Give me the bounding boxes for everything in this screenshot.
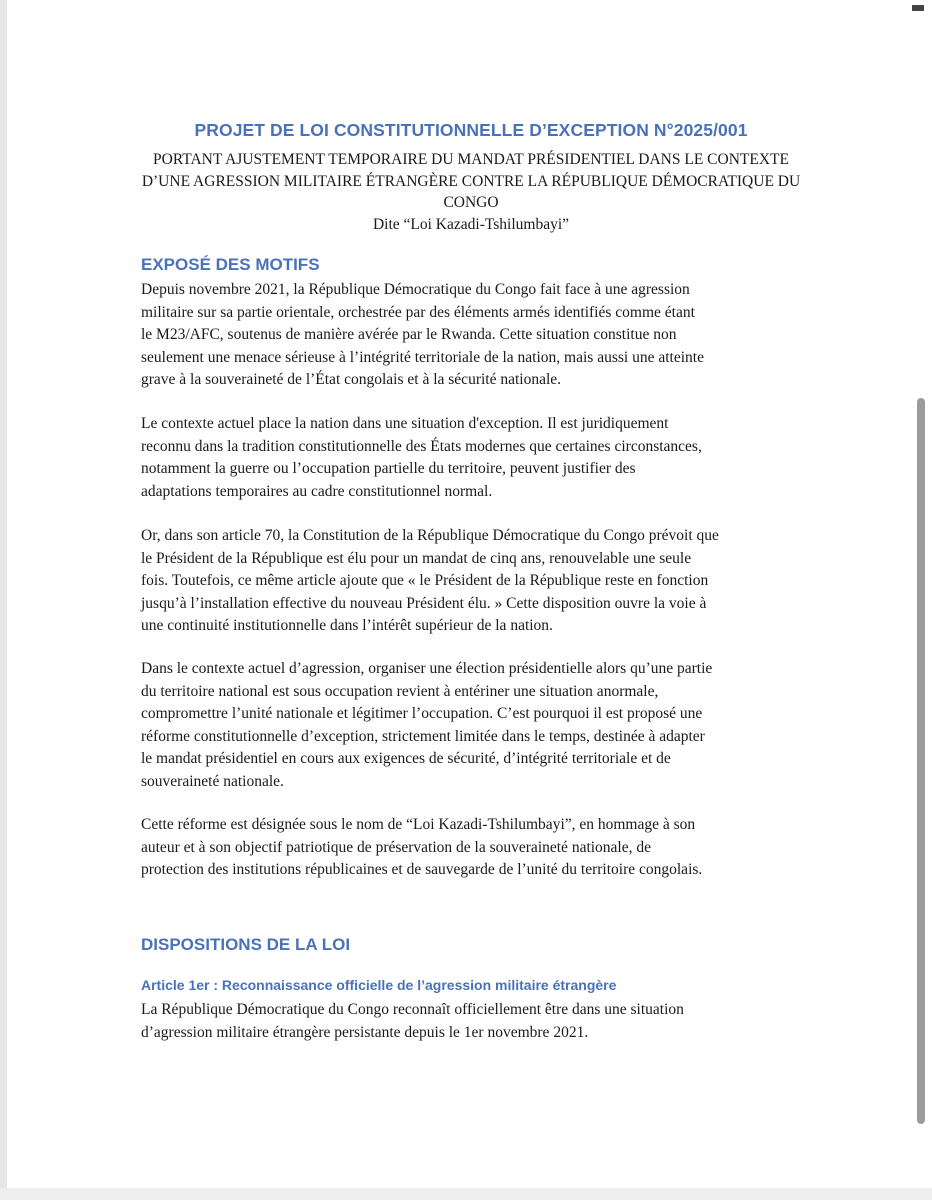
paragraph-line: le mandat présidentiel en cours aux exigences de sécurité, d’intégrité territoriale et de [141, 750, 671, 767]
paragraph-3 [141, 525, 801, 638]
paragraph-1 [141, 279, 801, 392]
paragraph-line: compromettre l’unité nationale et légitimer l’occupation. C’est pourquoi il est proposé une [141, 705, 703, 722]
paragraph-2 [141, 413, 801, 503]
paragraph-line: auteur et à son objectif patriotique de préservation de la souveraineté nationale, de [141, 838, 652, 856]
paragraph-line: le Président de la République est élu pour un mandat de cinq ans, renouvelable une seule [141, 549, 692, 567]
document-title: PROJET DE LOI CONSTITUTIONNELLE D’EXCEPTION N°2025/001 [194, 120, 748, 140]
window-top-border [7, 0, 932, 8]
paragraph-line: fois. Toutefois, ce même article ajoute que « le Président de la République reste en fonction [141, 572, 709, 589]
subtitle-line: D’UNE AGRESSION MILITAIRE ÉTRANGÈRE CONTRE LA RÉPUBLIQUE DÉMOCRATIQUE DU [141, 172, 801, 190]
scrollbar-thumb[interactable] [917, 398, 925, 1124]
article-1-title: Article 1er : Reconnaissance officielle de l’agression militaire étrangère [141, 977, 617, 993]
paragraph-line: seulement une menace sérieuse à l’intégrité territoriale de la nation, mais aussi une atteinte [141, 348, 704, 366]
subtitle-line: CONGO [443, 194, 499, 211]
paragraph-line: Dans le contexte actuel d’agression, organiser une élection présidentielle alors qu’une partie [141, 660, 713, 677]
article-1-body [141, 999, 801, 1044]
paragraph-line: jusqu’à l’installation effective du nouveau Président élu. » Cette disposition ouvre la voie à [141, 594, 707, 612]
paragraph-line: militaire sur sa partie orientale, orchestrée par des éléments armés identifiés comme étant [141, 303, 695, 321]
paragraph-line: grave à la souveraineté de l’État congolais et à la sécurité nationale. [141, 371, 562, 388]
paragraph-line: du territoire national est sous occupation revient à entériner une situation anormale, [141, 682, 659, 700]
paragraph-line: le M23/AFC, soutenus de manière avérée par le Rwanda. Cette situation constitue non [141, 326, 677, 343]
paragraph-5 [141, 814, 801, 882]
paragraph-line: Or, dans son article 70, la Constitution de la République Démocratique du Congo prévoit que [141, 527, 719, 544]
paragraph-line: La République Démocratique du Congo reconnaît officiellement être dans une situation [141, 1001, 684, 1018]
window-left-border [0, 0, 7, 1200]
scroll-top-marker [912, 5, 924, 11]
paragraph-4 [141, 658, 801, 793]
subtitle-line: PORTANT AJUSTEMENT TEMPORAIRE DU MANDAT PRÉSIDENTIEL DANS LE CONTEXTE [153, 151, 789, 168]
paragraph-line: souveraineté nationale. [141, 772, 284, 790]
section-heading-dispositions: DISPOSITIONS DE LA LOI [141, 935, 351, 954]
window-bottom-border [0, 1188, 932, 1200]
paragraph-line: protection des institutions républicaines et de sauvegarde de l’unité du territoire congolais. [141, 861, 703, 878]
document-subtitle [141, 149, 801, 235]
paragraph-line: notamment la guerre ou l’occupation partielle du territoire, peuvent justifier des [141, 460, 636, 477]
paragraph-line: reconnu dans la tradition constitutionnelle des États modernes que certaines circonstances, [141, 437, 702, 455]
paragraph-line: Cette réforme est désignée sous le nom de “Loi Kazadi-Tshilumbayi”, en hommage à son [141, 816, 696, 833]
paragraph-line: d’agression militaire étrangère persistante depuis le 1er novembre 2021. [141, 1023, 589, 1041]
section-heading-motifs: EXPOSÉ DES MOTIFS [141, 255, 320, 274]
paragraph-line: Le contexte actuel place la nation dans une situation d'exception. Il est juridiquement [141, 415, 669, 432]
subtitle-line: Dite “Loi Kazadi-Tshilumbayi” [372, 215, 570, 233]
paragraph-line: Depuis novembre 2021, la République Démocratique du Congo fait face à une agression [141, 281, 690, 298]
paragraph-line: une continuité institutionnelle dans l’intérêt supérieur de la nation. [141, 617, 553, 634]
paragraph-line: adaptations temporaires au cadre constitutionnel normal. [141, 482, 493, 500]
paragraph-line: réforme constitutionnelle d’exception, strictement limitée dans le temps, destinée à adapter [141, 727, 705, 745]
